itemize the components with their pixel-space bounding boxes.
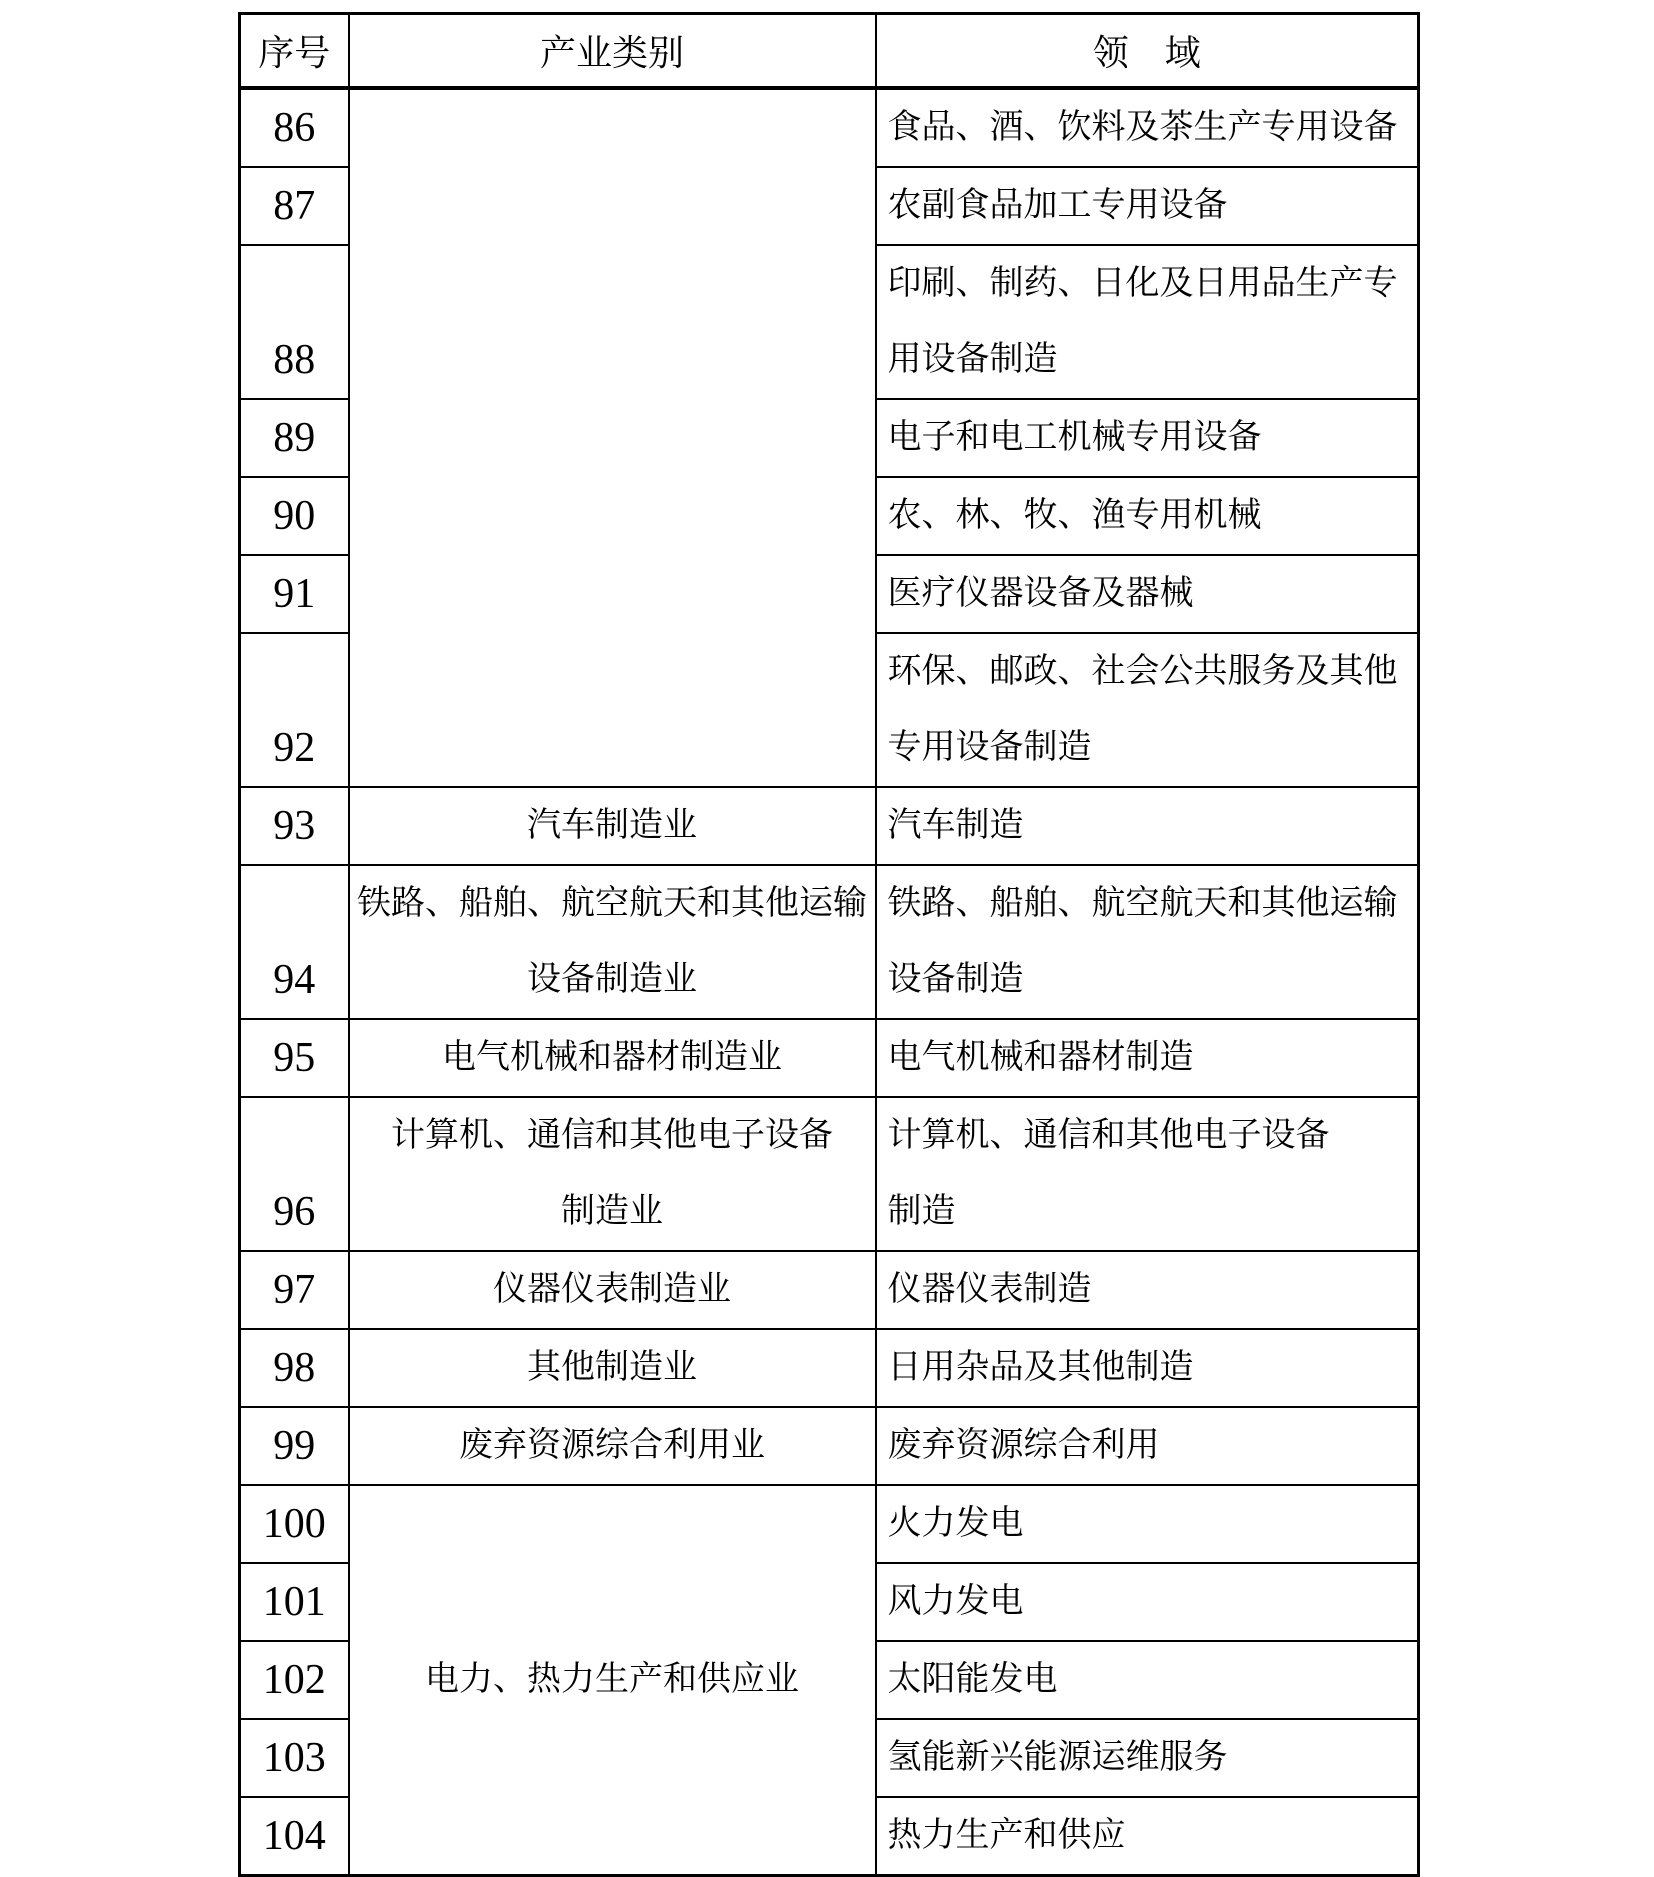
field-88-line-2: 用设备制造	[887, 341, 1058, 378]
serial-cell-90	[240, 477, 349, 555]
serial-cell-96	[240, 1097, 349, 1251]
field-cell-89	[876, 399, 1419, 477]
serial-90-line-1: 90	[273, 493, 316, 539]
field-cell-103	[876, 1719, 1419, 1797]
serial-cell-86	[240, 88, 349, 167]
field-96-line-2: 制造	[887, 1193, 956, 1230]
category-96-line-2: 制造业	[561, 1193, 663, 1230]
serial-cell-93	[240, 787, 349, 865]
field-cell-99	[876, 1407, 1419, 1485]
serial-104-line-1: 104	[262, 1813, 326, 1859]
field-cell-101	[876, 1563, 1419, 1641]
category-98-line-1: 其他制造业	[527, 1349, 697, 1386]
serial-103-line-1: 103	[262, 1735, 326, 1781]
table-row-98	[240, 1329, 1419, 1407]
field-95-line-1: 电气机械和器材制造	[887, 1039, 1194, 1076]
serial-95-line-1: 95	[273, 1035, 316, 1081]
serial-86-line-1: 86	[273, 105, 316, 151]
category-95-line-1: 电气机械和器材制造业	[442, 1039, 782, 1076]
field-cell-91	[876, 555, 1419, 633]
category-93-line-1: 汽车制造业	[527, 807, 697, 844]
field-97-line-1: 仪器仪表制造	[887, 1271, 1092, 1308]
field-cell-94	[876, 865, 1419, 1019]
field-cell-95	[876, 1019, 1419, 1097]
field-101-line-1: 风力发电	[887, 1583, 1024, 1620]
industry-table	[238, 12, 1420, 1877]
serial-cell-92	[240, 633, 349, 787]
category-cell-97	[349, 1251, 876, 1329]
field-86-line-1: 食品、酒、饮料及茶生产专用设备	[887, 109, 1398, 146]
field-cell-97	[876, 1251, 1419, 1329]
field-cell-86	[876, 88, 1419, 167]
serial-92-line-1: 92	[273, 725, 316, 771]
serial-cell-89	[240, 399, 349, 477]
category-cell-94	[349, 865, 876, 1019]
category-96-line-1: 计算机、通信和其他电子设备	[391, 1117, 833, 1154]
serial-98-line-1: 98	[273, 1345, 316, 1391]
field-cell-98	[876, 1329, 1419, 1407]
category-cell-96	[349, 1097, 876, 1251]
field-102-line-1: 太阳能发电	[887, 1661, 1058, 1698]
table-row-97	[240, 1251, 1419, 1329]
table-row-94	[240, 865, 1419, 1019]
category-94-line-1: 铁路、船舶、航空航天和其他运输	[357, 885, 867, 922]
serial-cell-100	[240, 1485, 349, 1563]
category-100-line-1: 电力、热力生产和供应业	[425, 1661, 799, 1698]
serial-99-line-1: 99	[273, 1423, 316, 1469]
serial-cell-103	[240, 1719, 349, 1797]
field-90-line-1: 农、林、牧、渔专用机械	[887, 497, 1262, 534]
field-103-line-1: 氢能新兴能源运维服务	[887, 1739, 1228, 1776]
serial-cell-102	[240, 1641, 349, 1719]
field-93-line-1: 汽车制造	[887, 807, 1024, 844]
field-cell-90	[876, 477, 1419, 555]
field-cell-102	[876, 1641, 1419, 1719]
field-cell-87	[876, 167, 1419, 245]
serial-cell-97	[240, 1251, 349, 1329]
serial-cell-104	[240, 1797, 349, 1876]
table-row-99	[240, 1407, 1419, 1485]
category-cell-99	[349, 1407, 876, 1485]
serial-97-line-1: 97	[273, 1267, 316, 1313]
category-94-line-2: 设备制造业	[527, 961, 697, 998]
serial-91-line-1: 91	[273, 571, 316, 617]
header-serial-number: 序号	[240, 14, 349, 89]
serial-88-line-1: 88	[273, 337, 316, 383]
serial-93-line-1: 93	[273, 803, 316, 849]
field-104-line-1: 热力生产和供应	[887, 1817, 1126, 1854]
table-body	[240, 88, 1419, 1876]
serial-101-line-1: 101	[262, 1579, 326, 1625]
field-cell-92	[876, 633, 1419, 787]
table-row-100	[240, 1485, 1419, 1563]
category-99-line-1: 废弃资源综合利用业	[459, 1427, 765, 1464]
field-87-line-1: 农副食品加工专用设备	[887, 187, 1228, 224]
serial-cell-99	[240, 1407, 349, 1485]
field-cell-104	[876, 1797, 1419, 1876]
field-cell-100	[876, 1485, 1419, 1563]
table-row-86	[240, 88, 1419, 167]
field-99-line-1: 废弃资源综合利用	[887, 1427, 1160, 1464]
serial-cell-88	[240, 245, 349, 399]
category-97-line-1: 仪器仪表制造业	[493, 1271, 731, 1308]
header-field: 领 域	[876, 14, 1419, 89]
serial-102-line-1: 102	[262, 1657, 326, 1703]
field-92-line-2: 专用设备制造	[887, 729, 1092, 766]
field-cell-96	[876, 1097, 1419, 1251]
table-row-95	[240, 1019, 1419, 1097]
field-cell-88	[876, 245, 1419, 399]
serial-cell-98	[240, 1329, 349, 1407]
field-91-line-1: 医疗仪器设备及器械	[887, 575, 1194, 612]
serial-cell-87	[240, 167, 349, 245]
category-cell-93	[349, 787, 876, 865]
serial-100-line-1: 100	[262, 1501, 326, 1547]
field-88-line-1: 印刷、制药、日化及日用品生产专	[887, 265, 1398, 302]
field-92-line-1: 环保、邮政、社会公共服务及其他	[887, 653, 1398, 690]
field-100-line-1: 火力发电	[887, 1505, 1024, 1542]
header-industry-category: 产业类别	[349, 14, 876, 89]
table-row-96	[240, 1097, 1419, 1251]
serial-94-line-1: 94	[273, 957, 316, 1003]
field-98-line-1: 日用杂品及其他制造	[887, 1349, 1194, 1386]
serial-cell-91	[240, 555, 349, 633]
field-cell-93	[876, 787, 1419, 865]
field-89-line-1: 电子和电工机械专用设备	[887, 419, 1262, 456]
field-94-line-1: 铁路、船舶、航空航天和其他运输	[887, 885, 1398, 922]
header-row	[240, 14, 1419, 89]
field-94-line-2: 设备制造	[887, 961, 1024, 998]
serial-cell-101	[240, 1563, 349, 1641]
serial-89-line-1: 89	[273, 415, 316, 461]
serial-87-line-1: 87	[273, 183, 316, 229]
category-cell-86	[349, 88, 876, 787]
category-cell-98	[349, 1329, 876, 1407]
table-row-93	[240, 787, 1419, 865]
serial-96-line-1: 96	[273, 1189, 316, 1235]
field-96-line-1: 计算机、通信和其他电子设备	[887, 1117, 1330, 1154]
category-cell-100	[349, 1485, 876, 1876]
serial-cell-94	[240, 865, 349, 1019]
category-cell-95	[349, 1019, 876, 1097]
serial-cell-95	[240, 1019, 349, 1097]
